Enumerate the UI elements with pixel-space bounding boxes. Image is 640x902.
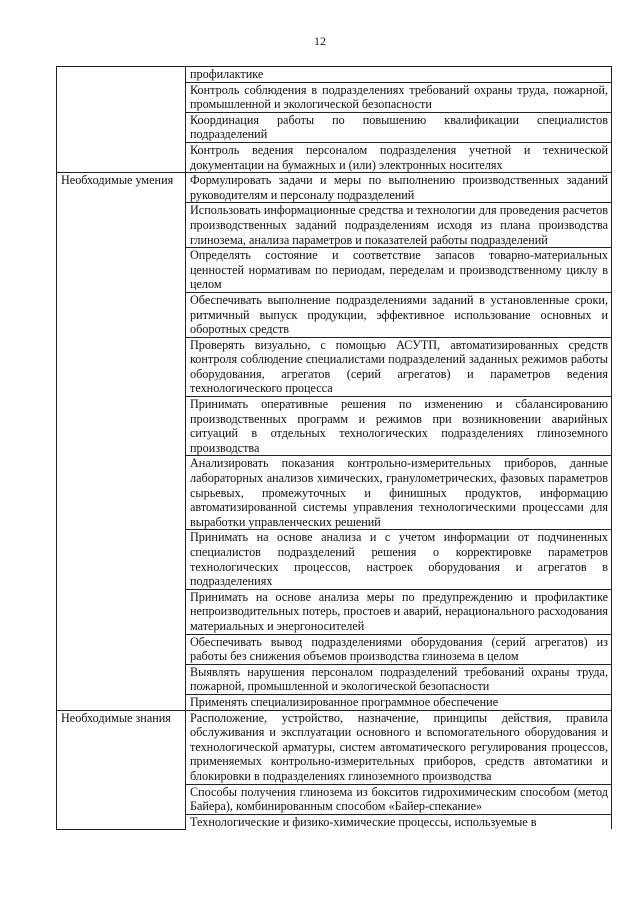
competency-table [56, 66, 612, 830]
requirement-cell: Выявлять нарушения персоналом подразделений требований охраны труда, пожарной, промышленной и экологической безопасности [186, 664, 612, 694]
section-label: Необходимые умения [57, 173, 186, 710]
requirement-cell: Формулировать задачи и меры по выполнению производственных заданий руководителям и персоналу подразделений [186, 173, 612, 203]
requirement-cell: Проверять визуально, с помощью АСУТП, автоматизированных средств контроля соблюдение специалистами подразделений заданных режимов работы оборудования, агрегатов (серий агрегатов) и параметров ведения технологического процесса [186, 337, 612, 396]
table-row [57, 67, 612, 83]
requirement-cell: Анализировать показания контрольно-измерительных приборов, данные лабораторных анализов химических, гранулометрических, фазовых параметров сырьевых, промежуточных и финишных продуктов, информацию автоматизированной системы управления технологическими процессами для выработки управленческих решений [186, 456, 612, 530]
requirement-cell: Принимать на основе анализа и с учетом информации от подчиненных специалистов подразделений решения о корректировке параметров технологических процессов, настроек оборудования и агрегатов в подразделениях [186, 530, 612, 589]
requirement-cell: Определять состояние и соответствие запасов товарно-материальных ценностей нормативам по периодам, переделам и производственному циклу в целом [186, 248, 612, 293]
requirement-cell: Применять специализированное программное обеспечение [186, 694, 612, 710]
requirement-cell: Расположение, устройство, назначение, принципы действия, правила обслуживания и эксплуатации основного и вспомогательного оборудования и технологической арматуры, систем автоматического регулирования процессов, применяемых контрольно-измерительных приборов, средств автоматики и блокировки в подразделениях глиноземного производства [186, 710, 612, 784]
table-body [57, 67, 612, 830]
requirement-cell: Обеспечивать вывод подразделениями оборудования (серий агрегатов) из работы без снижения объемов производства глинозема в целом [186, 634, 612, 664]
table-row [57, 710, 612, 784]
requirement-cell: Технологические и физико-химические процессы, используемые в [186, 814, 612, 829]
requirement-cell: профилактике [186, 67, 612, 83]
requirement-cell: Использовать информационные средства и технологии для проведения расчетов производственных заданий подразделениям исходя из плана производства глинозема, анализа параметров и показателей работы подразделений [186, 203, 612, 248]
requirement-cell: Контроль ведения персоналом подразделения учетной и технической документации на бумажных и (или) электронных носителях [186, 142, 612, 172]
requirement-cell: Принимать оперативные решения по изменению и сбалансированию производственных программ и режимов при возникновении аварийных ситуаций в отдельных технологических подразделениях глиноземного производства [186, 397, 612, 456]
section-label: Необходимые знания [57, 710, 186, 829]
requirement-cell: Способы получения глинозема из бокситов гидрохимическим способом (метод Байера), комбинированным способом «Байер-спекание» [186, 784, 612, 814]
page-number: 12 [314, 34, 326, 48]
requirement-cell: Обеспечивать выполнение подразделениями заданий в установленные сроки, ритмичный выпуск продукции, эффективное использование основных и оборотных средств [186, 292, 612, 337]
requirement-cell: Принимать на основе анализа меры по предупреждению и профилактике непроизводительных потерь, простоев и аварий, нерационального расходования материальных и энергоносителей [186, 589, 612, 634]
section-label [57, 67, 186, 173]
requirement-cell: Координация работы по повышению квалификации специалистов подразделений [186, 112, 612, 142]
table-row [57, 173, 612, 203]
requirement-cell: Контроль соблюдения в подразделениях требований охраны труда, пожарной, промышленной и экологической безопасности [186, 82, 612, 112]
